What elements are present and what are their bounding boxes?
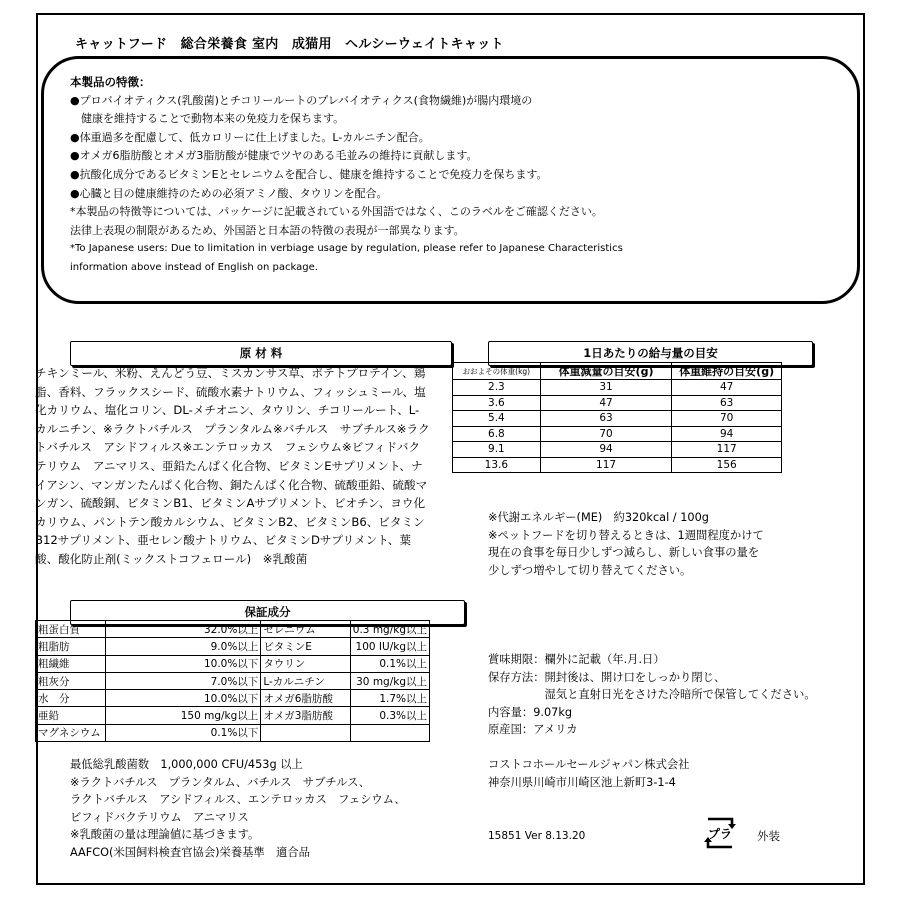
maintain-cell: 117 <box>672 442 782 458</box>
nutrient-name: タウリン <box>261 655 350 672</box>
nutrient-name: オメガ6脂肪酸 <box>261 690 350 707</box>
nutrient-name <box>261 724 350 741</box>
nutrient-name: 粗灰分 <box>36 672 106 689</box>
weight-cell: 5.4 <box>453 411 541 427</box>
nutrient-name: 粗蛋白質 <box>36 621 106 638</box>
table-row <box>453 411 782 427</box>
nutrient-value: 32.0%以上 <box>105 621 260 638</box>
nutrient-value: 9.0%以上 <box>105 638 260 655</box>
recycle-mark-text: プラ <box>707 827 733 841</box>
nutrient-name: マグネシウム <box>36 724 106 741</box>
maintain-cell: 47 <box>672 380 782 396</box>
storage-method: 湿気と直射日光をさけた冷暗所で保管してください。 <box>488 688 816 702</box>
nutrient-value: 10.0%以下 <box>105 655 260 672</box>
nutrient-value: 0.1%以上 <box>350 655 429 672</box>
column-header: おおよその体重(kg) <box>453 363 541 380</box>
nutrient-name: 粗脂肪 <box>36 638 106 655</box>
weight-cell: 2.3 <box>453 380 541 396</box>
company-address: 神奈川県川崎市川崎区池上新町3-1-4 <box>488 775 676 789</box>
column-header: 体重減量の目安(g) <box>540 363 672 380</box>
guarantee-table <box>35 620 430 742</box>
recycle-icon <box>700 813 740 853</box>
product-info <box>488 651 816 739</box>
company-info <box>488 756 689 791</box>
nutrient-name: 亜鉛 <box>36 707 106 724</box>
nutrient-name: 粗繊維 <box>36 655 106 672</box>
maintain-cell: 63 <box>672 395 782 411</box>
table-row <box>453 380 782 396</box>
maintain-cell: 156 <box>672 457 782 473</box>
ingredients-text: チキンミール、米粉、えんどう豆、ミスカンサス草、ポテトプロテイン、鶏脂、香料、フラックスシード、硫酸水素ナトリウム、フィッシュミール、塩化カリウム、塩化コリン、DL-メチオニン、タウリン、チコリールート、L-カルニチン、※ラクトバチルス プランタルム※バチルス サブチルス※ラクトバチルス アシドフィルス※エンテロッカス フェシウム※ビフィドバクテリウム アニマリス、亜鉛たんぱく化合物、ビタミンEサプリメント、ナイアシン、マンガンたんぱく化合物、銅たんぱく化合物、硫酸亜鉛、硫酸マンガン、硫酸銅、ビタミンB1、ビタミンAサプリメント、ビオチン、ヨウ化カリウム、パントテン酸カルシウム、ビタミンB2、ビタミンB6、ビタミンB12サプリメント、亜セレン酸ナトリウム、ビタミンDサプリメント、葉酸、酸化防止剤(ミックストコフェロール) ※乳酸菌 <box>35 366 430 566</box>
weight-cell: 9.1 <box>453 442 541 458</box>
feeding-table-header-row <box>453 363 782 380</box>
strain-note: ラクトバチルス アシドフィルス、エンテロッカス フェシウム、 <box>70 793 406 807</box>
nutrient-name: オメガ3脂肪酸 <box>261 707 350 724</box>
english-note: information above instead of English on package. <box>70 261 318 273</box>
version-code: 15851 Ver 8.13.20 <box>488 830 586 842</box>
loss-cell: 117 <box>540 457 672 473</box>
table-row <box>36 724 430 741</box>
strain-note: ※ラクトバチルス プランタルム、バチルス サブチルス、 <box>70 775 371 789</box>
maintain-cell: 94 <box>672 426 782 442</box>
country-of-origin: 原産国：アメリカ <box>488 723 578 737</box>
feature-line: ●体重過多を配慮して、低カロリーに仕上げました。L-カルニチン配合。 <box>70 130 430 144</box>
feature-line: ●プロバイオティクス(乳酸菌)とチコリールートのプレバイオティクス(食物繊維)が腸内環境の <box>70 93 533 107</box>
feature-line: ●抗酸化成分であるビタミンEとセレニウムを配合し、健康を維持することで免疫力を保ちます。 <box>70 167 548 181</box>
nutrient-name: 水 分 <box>36 690 106 707</box>
feeding-notes <box>488 509 764 579</box>
feature-line: 健康を維持することで動物本来の免疫力を保ちます。 <box>70 112 345 126</box>
feeding-header: 1日あたりの給与量の目安 <box>488 341 813 366</box>
nutrient-value: 0.1%以下 <box>105 724 260 741</box>
loss-cell: 63 <box>540 411 672 427</box>
table-row <box>36 707 430 724</box>
loss-cell: 70 <box>540 426 672 442</box>
nutrient-value: 30 mg/kg以上 <box>350 672 429 689</box>
nutrient-name: セレニウム <box>261 621 350 638</box>
nutrient-value <box>350 724 429 741</box>
weight-cell: 13.6 <box>453 457 541 473</box>
theory-note: ※乳酸菌の量は理論値に基づきます。 <box>70 828 260 842</box>
table-row <box>453 395 782 411</box>
switch-note: 現在の食事を毎日少しずつ減らし、新しい食事の量を <box>488 546 760 560</box>
guarantee-header: 保証成分 <box>70 600 465 625</box>
english-note: *To Japanese users: Due to limitation in verbiage usage by regulation, please refer to Japanese Characteristics <box>70 243 623 255</box>
storage-method: 保存方法：開封後は、開け口をしっかり閉じ、 <box>488 670 726 684</box>
nutrient-value: 150 mg/kg以上 <box>105 707 260 724</box>
product-title: キャットフード 総合栄養食 室内 成猫用 ヘルシーウェイトキャット <box>75 37 504 52</box>
table-row <box>453 442 782 458</box>
nutrient-value: 7.0%以下 <box>105 672 260 689</box>
strain-note: ビフィドバクテリウム アニマリス <box>70 810 249 824</box>
maintain-cell: 70 <box>672 411 782 427</box>
table-row <box>36 638 430 655</box>
feature-note: 法律上表現の制限があるため、外国語と日本語の特徴の表現が一部異なります。 <box>70 223 465 237</box>
best-before: 賞味期限：欄外に記載（年.月.日） <box>488 653 665 666</box>
aafco-note: AAFCO(米国飼料検査官協会)栄養基準 適合品 <box>70 845 310 859</box>
loss-cell: 94 <box>540 442 672 458</box>
recycle-label: 外装 <box>757 829 780 843</box>
loss-cell: 31 <box>540 380 672 396</box>
nutrient-value: 1.7%以上 <box>350 690 429 707</box>
features-heading: 本製品の特徴： <box>70 75 151 89</box>
weight-cell: 6.8 <box>453 426 541 442</box>
feature-note: *本製品の特徴等については、パッケージに記載されている外国語ではなく、このラベルをご確認ください。 <box>70 205 603 219</box>
nutrient-value: 100 IU/kg以上 <box>350 638 429 655</box>
feature-line: ●オメガ6脂肪酸とオメガ3脂肪酸が健康でツヤのある毛並みの維持に貢献します。 <box>70 149 478 163</box>
loss-cell: 47 <box>540 395 672 411</box>
weight-cell: 3.6 <box>453 395 541 411</box>
switch-note: 少しずつ増やして切り替えてください。 <box>488 563 692 577</box>
nutrient-value: 0.3 mg/kg以上 <box>350 621 429 638</box>
nutrient-name: ビタミンE <box>261 638 350 655</box>
table-row <box>36 672 430 689</box>
lactic-count: 最低総乳酸菌数 1,000,000 CFU/453g 以上 <box>70 758 303 771</box>
ingredients-header: 原 材 料 <box>70 341 452 366</box>
features-box <box>41 56 860 304</box>
table-row <box>453 426 782 442</box>
nutrient-value: 0.3%以上 <box>350 707 429 724</box>
feature-line: ●心臓と目の健康維持のための必須アミノ酸、タウリンを配合。 <box>70 186 388 200</box>
table-row <box>453 457 782 473</box>
table-row <box>36 690 430 707</box>
table-row <box>36 655 430 672</box>
table-row <box>36 621 430 638</box>
company-name: コストコホールセールジャパン株式会社 <box>488 758 690 771</box>
switch-note: ※ペットフードを切り替えるときは、1週間程度かけて <box>488 528 764 542</box>
nutrient-value: 10.0%以下 <box>105 690 260 707</box>
column-header: 体重維持の目安(g) <box>672 363 782 380</box>
nutrient-name: L-カルニチン <box>261 672 350 689</box>
net-content: 内容量：9.07kg <box>488 705 573 719</box>
energy-note: ※代謝エネルギー(ME) 約320kcal / 100g <box>488 511 709 524</box>
guarantee-notes <box>70 756 406 862</box>
feeding-table <box>452 362 782 473</box>
